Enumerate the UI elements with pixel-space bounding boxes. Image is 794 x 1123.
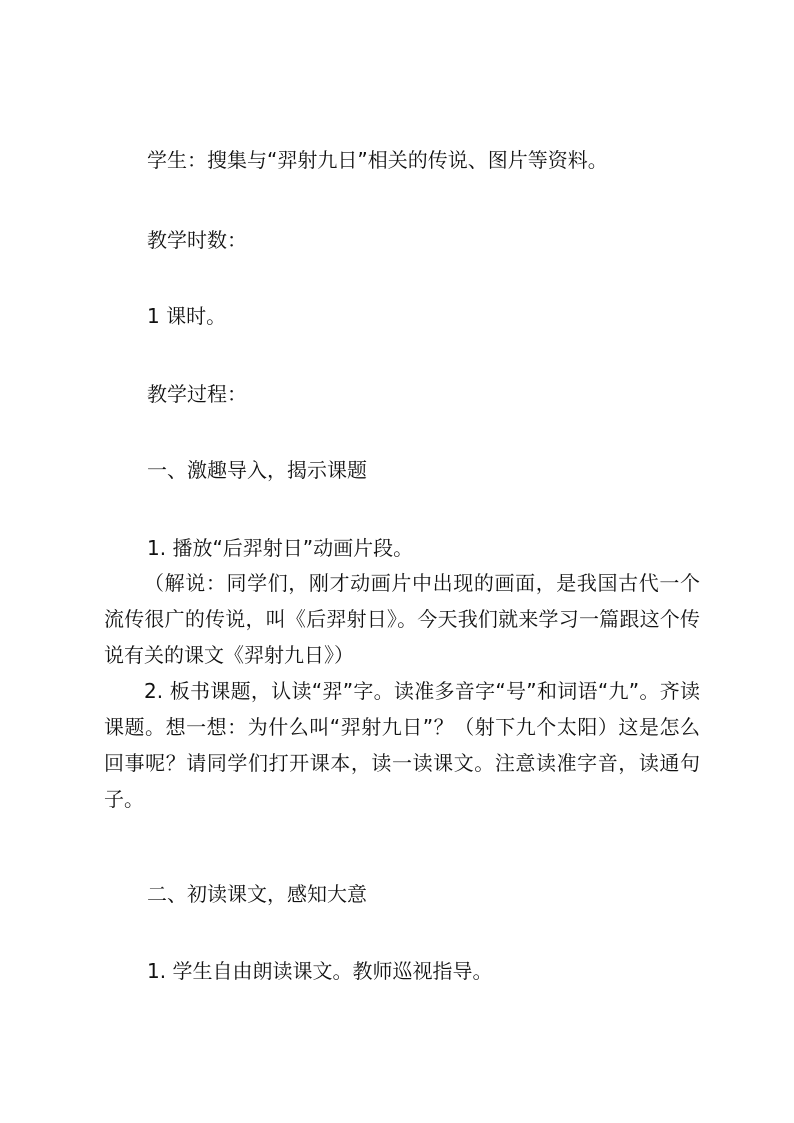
step-2-1: 1. 学生自由朗读课文。教师巡视指导。 <box>147 959 493 983</box>
section-1-title: 一、激趣导入，揭示课题 <box>147 458 367 482</box>
teaching-hours-value: 1 课时。 <box>147 304 227 328</box>
step-1-1: 1. 播放“后羿射日”动画片段。 <box>147 536 414 560</box>
section-2-title: 二、初读课文，感知大意 <box>147 882 367 906</box>
teaching-hours-label: 教学时数： <box>147 228 247 252</box>
teaching-process-label: 教学过程： <box>147 382 247 406</box>
step-1-2-paragraph: 2. 板书课题，认读“羿”字。读准多音字“号”和词语“九”。齐读课题。想一想：为什么叫“羿射九日”？（射下九个太阳）这是怎么回事呢？请同学们打开课本，读一读课文。注意读准字音，读通句子。 <box>104 679 700 811</box>
students-prep-line: 学生：搜集与“羿射九日”相关的传说、图片等资料。 <box>147 148 608 172</box>
explanation-paragraph: （解说：同学们，刚才动画片中出现的画面，是我国古代一个流传很广的传说，叫《后羿射日》。今天我们就来学习一篇跟这个传说有关的课文《羿射九日》） <box>104 571 700 667</box>
